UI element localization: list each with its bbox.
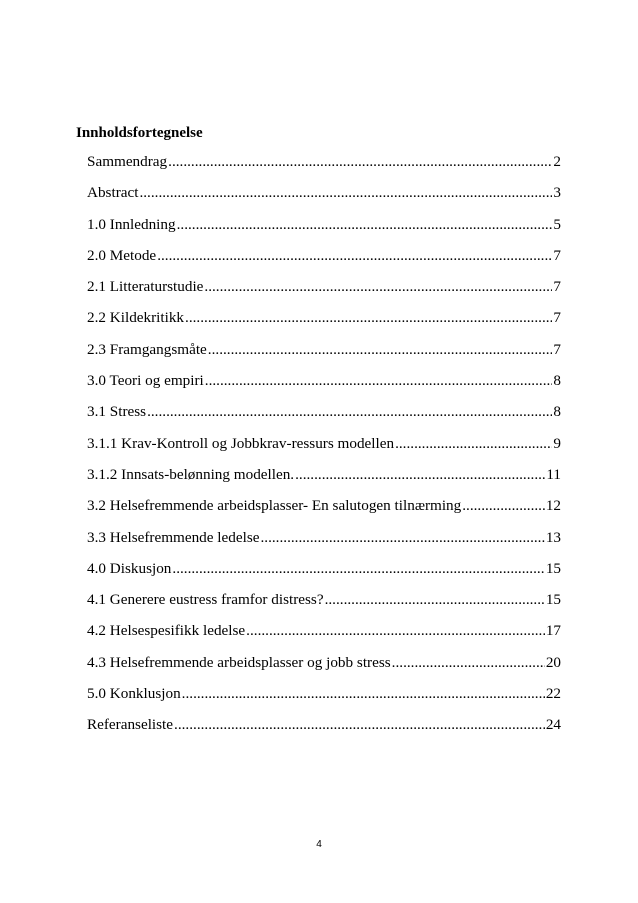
toc-entry-page-number: 7 [553,340,561,358]
toc-dot-leader [139,183,552,203]
toc-entry-title: 4.0 Diskusjon [87,559,172,577]
toc-entry-page-number: 22 [545,685,561,703]
toc-entry-page-number: 2 [553,153,561,170]
toc-entry-title: 2.0 Metode [87,246,157,264]
toc-entry-page-number: 17 [545,622,561,640]
toc-entry-page-number: 24 [545,716,561,734]
toc-entry-page-number: 3 [553,184,561,202]
toc-entry[interactable] [87,621,561,652]
toc-dot-leader [325,590,545,610]
toc-entry-title: 2.3 Framgangsmåte [87,340,207,358]
toc-entry[interactable] [87,402,561,433]
toc-heading: Innholdsfortegnelse [76,125,203,141]
toc-entry-title: 2.2 Kildekritikk [87,309,185,327]
toc-list [87,152,561,747]
toc-dot-leader [174,715,545,735]
toc-entry[interactable] [87,590,561,621]
toc-entry-page-number: 7 [553,309,561,327]
toc-dot-leader [147,402,552,422]
toc-entry-title: 2.1 Litteraturstudie [87,278,204,296]
toc-entry[interactable] [87,277,561,308]
toc-dot-leader [172,559,544,579]
toc-entry-title: 3.3 Helsefremmende ledelse [87,528,260,546]
toc-entry[interactable] [87,340,561,371]
toc-entry-page-number: 8 [553,372,561,390]
toc-entry[interactable] [87,653,561,684]
toc-dot-leader [246,621,545,641]
page-number: 4 [316,839,322,850]
toc-dot-leader [462,496,545,516]
toc-entry-title: 3.2 Helsefremmende arbeidsplasser- En salutogen tilnærming [87,497,462,515]
toc-entry-title: 4.2 Helsespesifikk ledelse [87,622,246,640]
toc-entry[interactable] [87,371,561,402]
toc-entry-title: Abstract [87,184,139,202]
toc-entry-title: Referanseliste [87,716,174,734]
toc-dot-leader [205,371,553,391]
toc-entry-page-number: 8 [553,403,561,421]
toc-entry[interactable] [87,496,561,527]
toc-entry-title: 5.0 Konklusjon [87,685,181,703]
toc-entry[interactable] [87,308,561,339]
toc-entry-title: 1.0 Innledning [87,215,176,233]
toc-entry-page-number: 20 [545,653,561,671]
toc-entry[interactable] [87,684,561,715]
toc-entry-page-number: 15 [545,559,561,577]
toc-dot-leader [177,215,553,235]
toc-dot-leader [208,340,553,360]
toc-entry[interactable] [87,465,561,496]
toc-dot-leader [168,152,552,172]
toc-entry[interactable] [87,215,561,246]
toc-entry-page-number: 15 [545,591,561,609]
toc-entry[interactable] [87,183,561,214]
toc-entry-page-number: 11 [546,465,561,483]
toc-entry[interactable] [87,152,561,183]
toc-dot-leader [204,277,552,297]
toc-entry-title: Sammendrag [87,153,168,170]
toc-dot-leader [295,465,545,485]
toc-entry-title: 3.1.1 Krav-Kontroll og Jobbkrav-ressurs modellen [87,434,395,452]
toc-entry[interactable] [87,715,561,746]
toc-entry-page-number: 9 [553,434,561,452]
toc-dot-leader [185,308,552,328]
toc-entry-title: 3.1 Stress [87,403,147,421]
toc-entry-title: 4.3 Helsefremmende arbeidsplasser og jobb stress [87,653,391,671]
toc-entry-page-number: 7 [553,278,561,296]
toc-entry[interactable] [87,528,561,559]
toc-dot-leader [157,246,552,266]
toc-entry[interactable] [87,559,561,590]
toc-entry-page-number: 13 [545,528,561,546]
toc-entry-title: 3.1.2 Innsats-belønning modellen. [87,465,295,483]
toc-entry-page-number: 5 [553,215,561,233]
toc-dot-leader [395,434,552,454]
toc-entry-page-number: 7 [553,246,561,264]
toc-dot-leader [392,653,545,673]
toc-dot-leader [182,684,545,704]
toc-entry-title: 3.0 Teori og empiri [87,372,204,390]
toc-entry[interactable] [87,434,561,465]
toc-entry-title: 4.1 Generere eustress framfor distress? [87,591,324,609]
toc-entry[interactable] [87,246,561,277]
toc-dot-leader [260,528,544,548]
toc-entry-page-number: 12 [545,497,561,515]
